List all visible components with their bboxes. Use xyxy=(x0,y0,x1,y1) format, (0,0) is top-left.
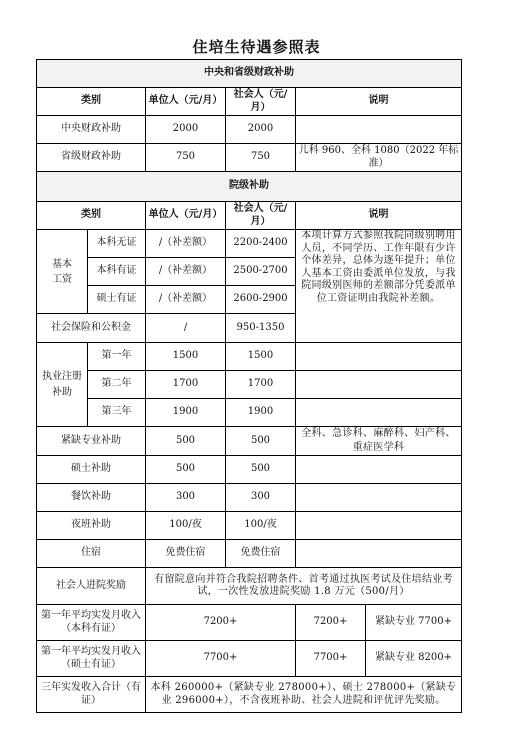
income-shortage-value: 紧缺专业 7700+ xyxy=(366,605,462,641)
table-row xyxy=(37,484,462,512)
row-unit-value: /（补差额） xyxy=(146,230,226,258)
basic-salary-note: 本项计算方式参照我院同级别聘用人员，不同学历、工作年限有少许个体差异，总体为逐年提升；单位人基本工资由委派单位发放，与我院同级别医师的差额部分凭委派单位工资证明由我院补差额。 xyxy=(296,230,462,343)
page-title: 住培生待遇参照表 xyxy=(192,38,321,56)
row-unit-value: 500 xyxy=(146,427,226,456)
table-row xyxy=(37,343,462,371)
row-unit-value: 500 xyxy=(146,456,226,484)
row-category: 省级财政补助 xyxy=(37,144,146,172)
row-note xyxy=(296,343,462,371)
row-social-value: 950-1350 xyxy=(226,314,296,343)
row-note: 全科、急诊科、麻醉科、妇产科、重症医学科 xyxy=(296,427,462,456)
row-subcategory: 硕士有证 xyxy=(88,286,146,314)
header-category: 类别 xyxy=(37,202,146,230)
table-row xyxy=(37,677,462,713)
row-category: 中央财政补助 xyxy=(37,116,146,144)
section-title-central: 中央和省级财政补助 xyxy=(37,60,462,88)
income-shortage-value: 紧缺专业 8200+ xyxy=(366,641,462,677)
row-note xyxy=(296,540,462,568)
row-category: 夜班补助 xyxy=(37,512,146,540)
row-category: 社会保险和公积金 xyxy=(37,314,146,343)
row-social-value: 300 xyxy=(226,484,296,512)
header-social: 社会人（元/月） xyxy=(226,88,296,116)
header-row-hospital xyxy=(37,202,462,230)
row-social-value: 100/夜 xyxy=(226,512,296,540)
table-row xyxy=(37,230,462,258)
row-category: 硕士补助 xyxy=(37,456,146,484)
row-social-value: 2000 xyxy=(226,116,296,144)
row-unit-value: 免费住宿 xyxy=(146,540,226,568)
row-social-value: 1900 xyxy=(226,399,296,427)
row-note xyxy=(296,371,462,399)
table-row xyxy=(37,371,462,399)
row-category: 社会人进院奖励 xyxy=(37,568,146,605)
row-note xyxy=(296,456,462,484)
total-description: 本科 260000+（紧缺专业 278000+）、硕士 278000+（紧缺专业 296000+），不含夜班补助、社会人进院和评优评先奖励。 xyxy=(146,677,462,713)
row-unit-value: 300 xyxy=(146,484,226,512)
row-note: 儿科 960、全科 1080（2022 年标准） xyxy=(296,144,462,172)
row-social-value: 免费住宿 xyxy=(226,540,296,568)
header-row-central xyxy=(37,88,462,116)
row-unit-value: /（补差额） xyxy=(146,258,226,286)
header-social: 社会人（元/月） xyxy=(226,202,296,230)
row-unit-value: 750 xyxy=(146,144,226,172)
table-row xyxy=(37,456,462,484)
row-category: 餐饮补助 xyxy=(37,484,146,512)
row-subcategory: 第一年 xyxy=(88,343,146,371)
section-title-hospital: 院级补助 xyxy=(37,172,462,202)
basic-salary-label-text: 基本工资 xyxy=(52,258,72,285)
header-unit: 单位人（元/月） xyxy=(146,202,226,230)
row-social-value: 500 xyxy=(226,427,296,456)
table-row xyxy=(37,116,462,144)
row-category: 第一年平均实发月收入（本科有证） xyxy=(37,605,146,641)
section-row-central xyxy=(37,60,462,88)
header-unit: 单位人（元/月） xyxy=(146,88,226,116)
row-note xyxy=(296,399,462,427)
stipend-table xyxy=(36,59,462,713)
row-subcategory: 第三年 xyxy=(88,399,146,427)
row-unit-value: 2000 xyxy=(146,116,226,144)
table-row xyxy=(37,427,462,456)
income-unit-value: 7200+ xyxy=(146,605,296,641)
row-subcategory: 本科有证 xyxy=(88,258,146,286)
row-unit-value: 1500 xyxy=(146,343,226,371)
row-note xyxy=(296,116,462,144)
row-social-value: 500 xyxy=(226,456,296,484)
row-note xyxy=(296,484,462,512)
basic-salary-label xyxy=(37,230,88,314)
table-row xyxy=(37,144,462,172)
row-category: 三年实发收入合计（有证） xyxy=(37,677,146,713)
row-social-value: 1500 xyxy=(226,343,296,371)
header-category: 类别 xyxy=(37,88,146,116)
row-unit-value: / xyxy=(146,314,226,343)
row-social-value: 1700 xyxy=(226,371,296,399)
row-social-value: 2200-2400 xyxy=(226,230,296,258)
table-row xyxy=(37,399,462,427)
row-unit-value: 100/夜 xyxy=(146,512,226,540)
table-row xyxy=(37,641,462,677)
reward-description: 有留院意向并符合我院招聘条件、首考通过执医考试及住培结业考试，一次性发放进院奖励 1.8 万元（500/月） xyxy=(146,568,462,605)
income-social-value: 7200+ xyxy=(296,605,366,641)
row-subcategory: 本科无证 xyxy=(88,230,146,258)
table-row xyxy=(37,605,462,641)
income-social-value: 7700+ xyxy=(296,641,366,677)
row-category: 第一年平均实发月收入（硕士有证） xyxy=(37,641,146,677)
header-note: 说明 xyxy=(296,202,462,230)
row-unit-value: /（补差额） xyxy=(146,286,226,314)
row-social-value: 2600-2900 xyxy=(226,286,296,314)
table-row xyxy=(37,540,462,568)
row-social-value: 2500-2700 xyxy=(226,258,296,286)
row-unit-value: 1700 xyxy=(146,371,226,399)
section-row-hospital xyxy=(37,172,462,202)
practice-label-text: 执业注册补助 xyxy=(42,370,82,398)
row-subcategory: 第二年 xyxy=(88,371,146,399)
row-category: 紧缺专业补助 xyxy=(37,427,146,456)
row-category: 住宿 xyxy=(37,540,146,568)
header-note: 说明 xyxy=(296,88,462,116)
row-unit-value: 1900 xyxy=(146,399,226,427)
row-social-value: 750 xyxy=(226,144,296,172)
practice-label xyxy=(37,343,88,427)
table-row xyxy=(37,568,462,605)
income-unit-value: 7700+ xyxy=(146,641,296,677)
row-note xyxy=(296,512,462,540)
table-row xyxy=(37,512,462,540)
